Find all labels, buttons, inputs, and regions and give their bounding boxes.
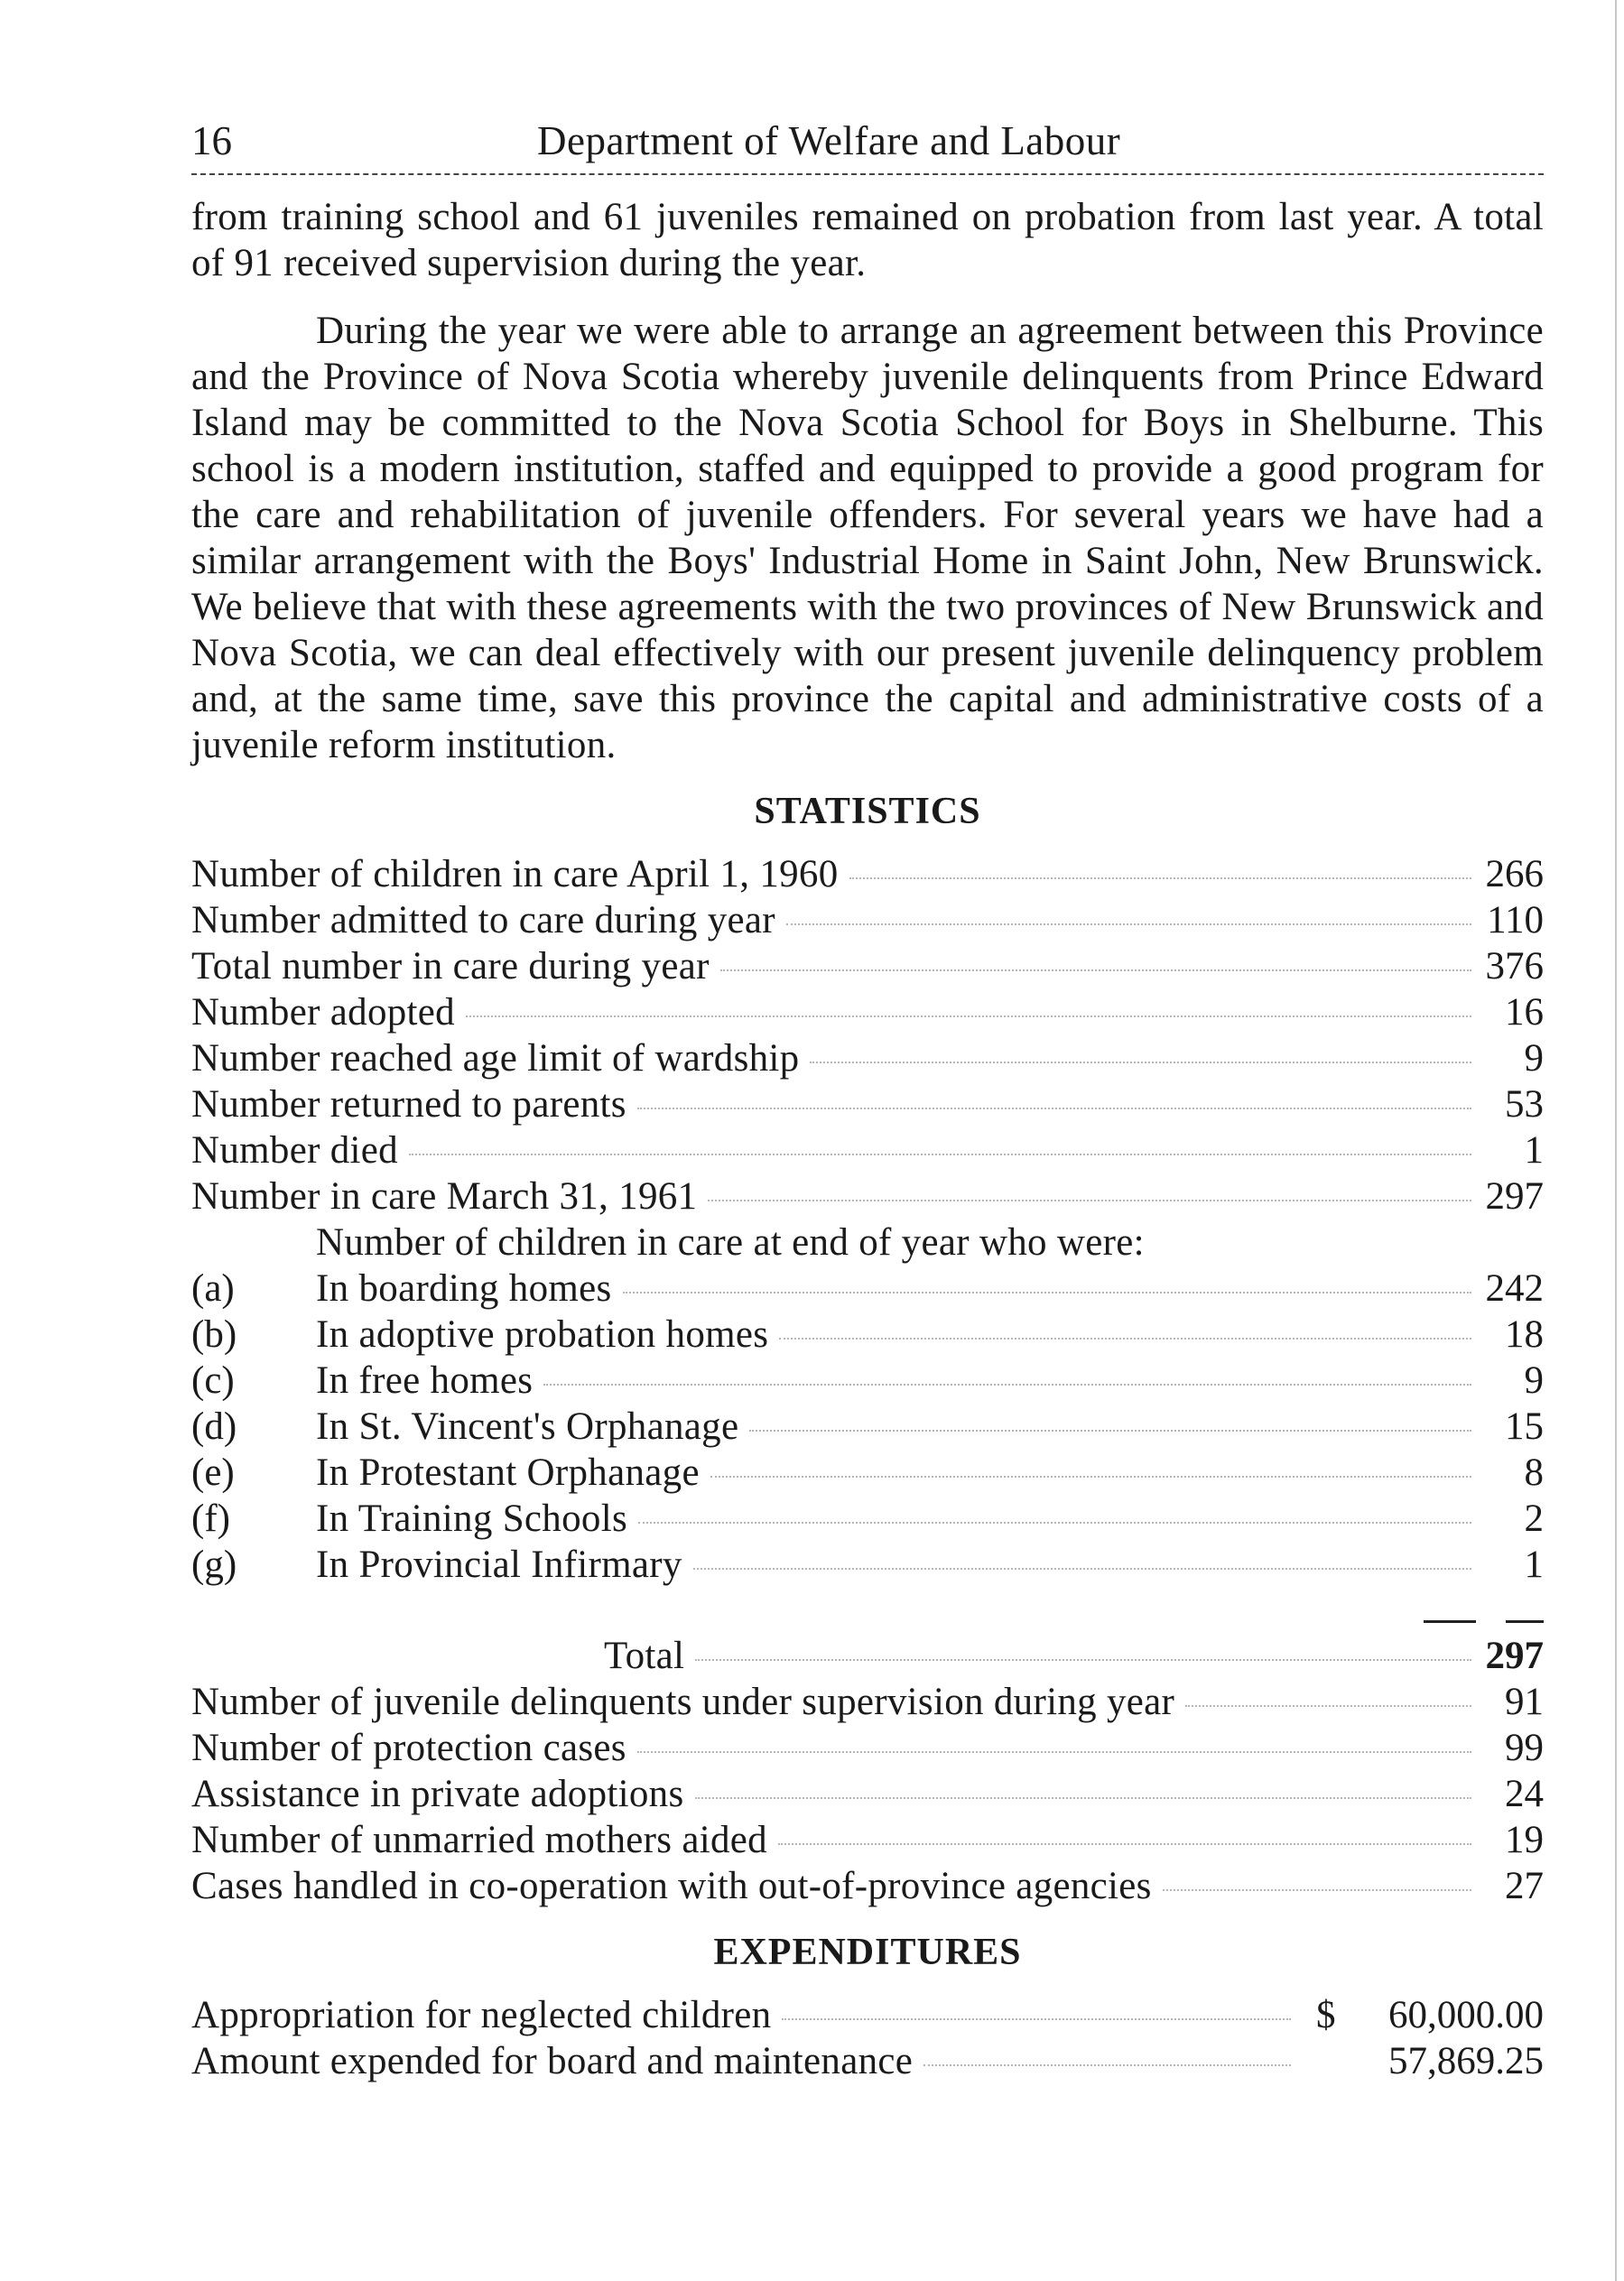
stat-label: Number returned to parents [191, 1083, 626, 1126]
stat-row [191, 1725, 1544, 1771]
sum-underline [191, 1608, 1544, 1633]
total-label: Total [604, 1635, 685, 1677]
paragraph-continued: from training school and 61 juveniles remained on probation from last year. A total of 91 received supervision during the year. [191, 196, 1544, 284]
leader-dots [782, 2018, 1291, 2020]
breakdown-value: 2 [1524, 1497, 1544, 1540]
leader-dots [923, 2064, 1291, 2066]
stat-label: Assistance in private adoptions [191, 1773, 684, 1815]
stat-label: Number died [191, 1129, 398, 1172]
expenditure-amount: 60,000.00 [1388, 1994, 1544, 2036]
leader-dots [710, 1476, 1471, 1478]
total-value: 297 [1485, 1635, 1544, 1677]
leader-dots [810, 1062, 1471, 1063]
breakdown-intro [191, 1219, 1544, 1266]
stat-value: 110 [1487, 899, 1544, 941]
leader-dots [1185, 1705, 1471, 1707]
stat-value: 99 [1505, 1727, 1544, 1769]
breakdown-label: In boarding homes [316, 1267, 612, 1310]
breakdown-value: 242 [1485, 1267, 1544, 1310]
breakdown-label: In free homes [316, 1359, 534, 1402]
stat-value: 24 [1505, 1773, 1544, 1815]
breakdown-row [191, 1266, 1544, 1312]
stat-row [191, 1771, 1544, 1817]
breakdown-value: 8 [1524, 1451, 1544, 1494]
stat-value: 266 [1485, 853, 1544, 895]
expenditure-row [191, 1992, 1544, 2038]
breakdown-value: 15 [1505, 1405, 1544, 1448]
leader-dots [779, 1338, 1471, 1340]
stat-value: 297 [1485, 1175, 1544, 1218]
stat-row [191, 1081, 1544, 1127]
breakdown-letter: (d) [191, 1405, 237, 1448]
stat-value: 27 [1505, 1865, 1544, 1907]
breakdown-letter: (e) [191, 1451, 235, 1494]
breakdown-label: In adoptive probation homes [316, 1313, 769, 1356]
stat-label: Number in care March 31, 1961 [191, 1175, 698, 1218]
stat-label: Number of unmarried mothers aided [191, 1819, 767, 1861]
currency-symbol: $ [1316, 1994, 1336, 2036]
page-number: 16 [191, 118, 232, 163]
statistics-heading: STATISTICS [754, 791, 981, 832]
breakdown-row [191, 1358, 1544, 1404]
stat-value: 53 [1505, 1083, 1544, 1126]
leader-dots [778, 1843, 1471, 1845]
stat-label: Cases handled in co-operation with out-of-province agencies [191, 1865, 1152, 1907]
stat-value: 1 [1524, 1129, 1544, 1172]
leader-dots [637, 1108, 1471, 1109]
stat-row [191, 1127, 1544, 1173]
breakdown-value: 9 [1524, 1359, 1544, 1402]
leader-dots [466, 1015, 1471, 1017]
breakdown-row [191, 1542, 1544, 1588]
leader-dots [849, 877, 1471, 879]
stat-value: 16 [1505, 991, 1544, 1034]
breakdown-value: 18 [1505, 1313, 1544, 1356]
stat-label: Number adopted [191, 991, 455, 1034]
expenditures-table [191, 1992, 1544, 2084]
breakdown-label: In Provincial Infirmary [316, 1544, 682, 1586]
stat-value: 9 [1524, 1037, 1544, 1080]
page-edge-line [1615, 0, 1617, 2281]
leader-dots [409, 1154, 1471, 1155]
leader-dots [693, 1568, 1471, 1570]
stat-value: 376 [1485, 945, 1544, 988]
leader-dots [1163, 1889, 1471, 1891]
leader-dots [695, 1797, 1472, 1799]
breakdown-letter: (c) [191, 1359, 235, 1402]
running-title: Department of Welfare and Labour [537, 118, 1121, 163]
stat-label: Number of children in care April 1, 1960 [191, 853, 839, 895]
breakdown-row [191, 1450, 1544, 1496]
breakdown-label: In St. Vincent's Orphanage [316, 1405, 739, 1448]
breakdown-row [191, 1496, 1544, 1542]
breakdown-intro-text: Number of children in care at end of year who were: [316, 1221, 1145, 1264]
stat-label: Number reached age limit of wardship [191, 1037, 800, 1080]
statistics-table [191, 851, 1544, 1909]
stat-row [191, 1173, 1544, 1219]
total-row [191, 1633, 1544, 1679]
stat-row [191, 943, 1544, 989]
stat-row [191, 897, 1544, 943]
breakdown-letter: (a) [191, 1267, 235, 1310]
expenditure-label: Amount expended for board and maintenance [191, 2040, 914, 2082]
leader-dots [623, 1292, 1471, 1293]
stat-value: 91 [1505, 1681, 1544, 1723]
stat-row [191, 851, 1544, 897]
leader-dots [637, 1751, 1471, 1753]
expenditure-amount: 57,869.25 [1388, 2040, 1544, 2082]
header-rule [191, 173, 1544, 175]
leader-dots [695, 1659, 1471, 1661]
expenditure-label: Appropriation for neglected children [191, 1994, 772, 2036]
stat-row [191, 1035, 1544, 1081]
stat-row [191, 1679, 1544, 1725]
leader-dots [543, 1384, 1471, 1386]
stat-label: Number admitted to care during year [191, 899, 775, 941]
leader-dots [749, 1430, 1471, 1432]
breakdown-row [191, 1312, 1544, 1358]
stat-label: Number of protection cases [191, 1727, 626, 1769]
sum-rule-right [1506, 1620, 1544, 1623]
leader-dots [638, 1522, 1471, 1524]
breakdown-value: 1 [1524, 1544, 1544, 1586]
breakdown-letter: (f) [191, 1497, 230, 1540]
stat-label: Total number in care during year [191, 945, 710, 988]
sum-rule-left [1424, 1620, 1476, 1623]
stat-value: 19 [1505, 1819, 1544, 1861]
page-header [191, 116, 1544, 166]
expenditure-row [191, 2038, 1544, 2084]
stat-label: Number of juvenile delinquents under supervision during year [191, 1681, 1175, 1723]
expenditures-heading: EXPENDITURES [713, 1932, 1022, 1973]
breakdown-row [191, 1404, 1544, 1450]
breakdown-letter: (b) [191, 1313, 237, 1356]
leader-dots [708, 1200, 1471, 1201]
stat-row [191, 989, 1544, 1035]
leader-dots [720, 969, 1471, 971]
page-body [191, 194, 1544, 2084]
breakdown-letter: (g) [191, 1544, 237, 1586]
stat-row [191, 1863, 1544, 1909]
breakdown-label: In Training Schools [316, 1497, 627, 1540]
paragraph-agreement: During the year we were able to arrange an agreement between this Province and the Province of Nova Scotia whereby juvenile delinquents from Prince Edward Island may be committed to the Nova Scotia School for Boys in Shelburne. This school is a modern institution, staffed and equipped to provide a good program for the care and rehabilitation of juvenile offenders. For several years we have had a similar arrangement with the Boys' Industrial Home in Saint John, New Brunswick. We believe that with these agreements with the two provinces of New Brunswick and Nova Scotia, we can deal effectively with our present juvenile delinquency problem and, at the same time, save this province the capital and administrative costs of a juvenile reform institution. [191, 310, 1544, 766]
leader-dots [786, 923, 1471, 925]
stat-row [191, 1817, 1544, 1863]
breakdown-label: In Protestant Orphanage [316, 1451, 700, 1494]
